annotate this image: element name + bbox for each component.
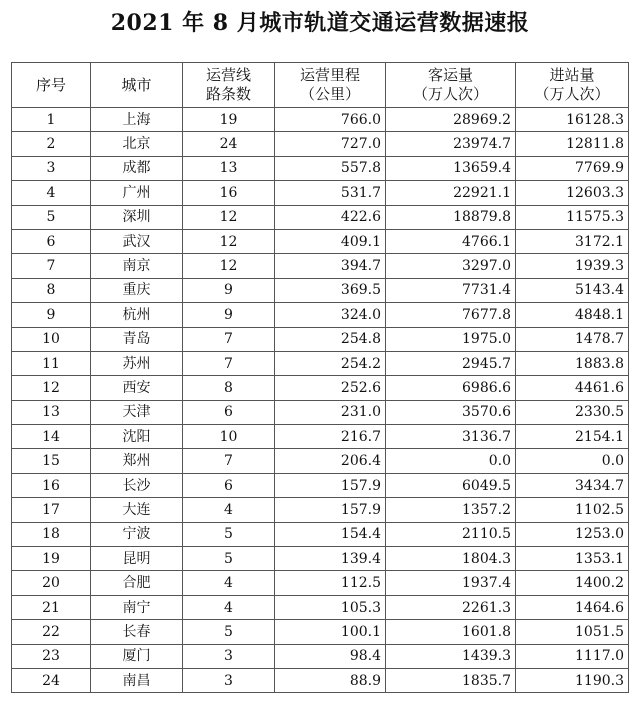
cell-lines: 4 bbox=[183, 571, 275, 595]
cell-lines: 5 bbox=[183, 620, 275, 644]
cell-mileage: 727.0 bbox=[275, 132, 386, 156]
cell-index: 24 bbox=[12, 668, 91, 692]
cell-ridership: 7731.4 bbox=[386, 278, 516, 302]
cell-mileage: 531.7 bbox=[275, 181, 386, 205]
cell-ridership: 1357.2 bbox=[386, 498, 516, 522]
table-row bbox=[12, 473, 629, 497]
cell-entries: 12811.8 bbox=[516, 132, 629, 156]
cell-mileage: 252.6 bbox=[275, 376, 386, 400]
cell-mileage: 254.2 bbox=[275, 351, 386, 375]
cell-entries: 1051.5 bbox=[516, 620, 629, 644]
cell-index: 3 bbox=[12, 156, 91, 180]
cell-entries: 1353.1 bbox=[516, 547, 629, 571]
cell-city: 杭州 bbox=[91, 303, 183, 327]
cell-index: 11 bbox=[12, 351, 91, 375]
cell-lines: 4 bbox=[183, 498, 275, 522]
table-row bbox=[12, 668, 629, 692]
cell-city: 北京 bbox=[91, 132, 183, 156]
cell-city: 深圳 bbox=[91, 205, 183, 229]
page-title: 2021 年 8 月城市轨道交通运营数据速报 bbox=[110, 10, 530, 36]
header-lines: 运营线 路条数 bbox=[183, 63, 275, 108]
cell-mileage: 157.9 bbox=[275, 473, 386, 497]
cell-mileage: 766.0 bbox=[275, 108, 386, 132]
cell-city: 沈阳 bbox=[91, 425, 183, 449]
cell-ridership: 0.0 bbox=[386, 449, 516, 473]
cell-entries: 1478.7 bbox=[516, 327, 629, 351]
cell-city: 上海 bbox=[91, 108, 183, 132]
cell-ridership: 1439.3 bbox=[386, 644, 516, 668]
cell-ridership: 2945.7 bbox=[386, 351, 516, 375]
cell-lines: 12 bbox=[183, 254, 275, 278]
cell-city: 郑州 bbox=[91, 449, 183, 473]
table-row bbox=[12, 644, 629, 668]
cell-entries: 1102.5 bbox=[516, 498, 629, 522]
cell-city: 天津 bbox=[91, 400, 183, 424]
cell-mileage: 139.4 bbox=[275, 547, 386, 571]
cell-lines: 12 bbox=[183, 229, 275, 253]
cell-entries: 1939.3 bbox=[516, 254, 629, 278]
cell-ridership: 2261.3 bbox=[386, 595, 516, 619]
cell-ridership: 1835.7 bbox=[386, 668, 516, 692]
table-row bbox=[12, 132, 629, 156]
cell-entries: 1464.6 bbox=[516, 595, 629, 619]
cell-city: 南昌 bbox=[91, 668, 183, 692]
table-row bbox=[12, 400, 629, 424]
cell-city: 昆明 bbox=[91, 547, 183, 571]
table-row bbox=[12, 449, 629, 473]
cell-mileage: 324.0 bbox=[275, 303, 386, 327]
table-row bbox=[12, 205, 629, 229]
cell-lines: 7 bbox=[183, 327, 275, 351]
cell-index: 12 bbox=[12, 376, 91, 400]
table-row bbox=[12, 108, 629, 132]
cell-index: 14 bbox=[12, 425, 91, 449]
cell-lines: 9 bbox=[183, 278, 275, 302]
cell-city: 厦门 bbox=[91, 644, 183, 668]
cell-mileage: 409.1 bbox=[275, 229, 386, 253]
table-row bbox=[12, 254, 629, 278]
cell-entries: 7769.9 bbox=[516, 156, 629, 180]
cell-ridership: 4766.1 bbox=[386, 229, 516, 253]
cell-ridership: 13659.4 bbox=[386, 156, 516, 180]
cell-ridership: 3297.0 bbox=[386, 254, 516, 278]
cell-lines: 3 bbox=[183, 668, 275, 692]
cell-lines: 6 bbox=[183, 400, 275, 424]
cell-index: 22 bbox=[12, 620, 91, 644]
cell-lines: 13 bbox=[183, 156, 275, 180]
cell-index: 9 bbox=[12, 303, 91, 327]
cell-lines: 6 bbox=[183, 473, 275, 497]
cell-entries: 11575.3 bbox=[516, 205, 629, 229]
table-row bbox=[12, 425, 629, 449]
cell-index: 23 bbox=[12, 644, 91, 668]
table-row bbox=[12, 351, 629, 375]
cell-index: 16 bbox=[12, 473, 91, 497]
cell-lines: 5 bbox=[183, 547, 275, 571]
table-row bbox=[12, 278, 629, 302]
cell-entries: 1400.2 bbox=[516, 571, 629, 595]
cell-city: 长沙 bbox=[91, 473, 183, 497]
cell-lines: 24 bbox=[183, 132, 275, 156]
cell-index: 17 bbox=[12, 498, 91, 522]
cell-index: 15 bbox=[12, 449, 91, 473]
cell-city: 青岛 bbox=[91, 327, 183, 351]
cell-mileage: 557.8 bbox=[275, 156, 386, 180]
cell-mileage: 254.8 bbox=[275, 327, 386, 351]
cell-entries: 4848.1 bbox=[516, 303, 629, 327]
cell-lines: 7 bbox=[183, 449, 275, 473]
table-row bbox=[12, 547, 629, 571]
cell-lines: 19 bbox=[183, 108, 275, 132]
cell-city: 西安 bbox=[91, 376, 183, 400]
cell-mileage: 88.9 bbox=[275, 668, 386, 692]
cell-entries: 5143.4 bbox=[516, 278, 629, 302]
cell-entries: 1117.0 bbox=[516, 644, 629, 668]
header-entries: 进站量 （万人次） bbox=[516, 63, 629, 108]
cell-lines: 7 bbox=[183, 351, 275, 375]
cell-mileage: 422.6 bbox=[275, 205, 386, 229]
table-row bbox=[12, 156, 629, 180]
cell-mileage: 231.0 bbox=[275, 400, 386, 424]
table-header-row bbox=[12, 63, 629, 108]
cell-mileage: 154.4 bbox=[275, 522, 386, 546]
cell-entries: 1253.0 bbox=[516, 522, 629, 546]
cell-ridership: 2110.5 bbox=[386, 522, 516, 546]
header-city: 城市 bbox=[91, 63, 183, 108]
header-ridership: 客运量 （万人次） bbox=[386, 63, 516, 108]
cell-ridership: 3136.7 bbox=[386, 425, 516, 449]
table-row bbox=[12, 181, 629, 205]
table-row bbox=[12, 303, 629, 327]
cell-index: 4 bbox=[12, 181, 91, 205]
cell-ridership: 18879.8 bbox=[386, 205, 516, 229]
cell-index: 18 bbox=[12, 522, 91, 546]
cell-entries: 1883.8 bbox=[516, 351, 629, 375]
cell-mileage: 206.4 bbox=[275, 449, 386, 473]
metro-data-table bbox=[11, 62, 629, 693]
cell-ridership: 6986.6 bbox=[386, 376, 516, 400]
cell-index: 21 bbox=[12, 595, 91, 619]
table-row bbox=[12, 229, 629, 253]
cell-entries: 4461.6 bbox=[516, 376, 629, 400]
cell-index: 5 bbox=[12, 205, 91, 229]
cell-entries: 2154.1 bbox=[516, 425, 629, 449]
cell-lines: 3 bbox=[183, 644, 275, 668]
table-row bbox=[12, 327, 629, 351]
cell-entries: 16128.3 bbox=[516, 108, 629, 132]
cell-entries: 0.0 bbox=[516, 449, 629, 473]
cell-index: 10 bbox=[12, 327, 91, 351]
cell-ridership: 1937.4 bbox=[386, 571, 516, 595]
header-mileage: 运营里程 （公里） bbox=[275, 63, 386, 108]
cell-city: 重庆 bbox=[91, 278, 183, 302]
cell-lines: 8 bbox=[183, 376, 275, 400]
cell-lines: 10 bbox=[183, 425, 275, 449]
cell-index: 13 bbox=[12, 400, 91, 424]
cell-index: 8 bbox=[12, 278, 91, 302]
cell-city: 合肥 bbox=[91, 571, 183, 595]
cell-city: 宁波 bbox=[91, 522, 183, 546]
cell-ridership: 3570.6 bbox=[386, 400, 516, 424]
cell-lines: 4 bbox=[183, 595, 275, 619]
cell-index: 7 bbox=[12, 254, 91, 278]
cell-lines: 9 bbox=[183, 303, 275, 327]
cell-lines: 16 bbox=[183, 181, 275, 205]
cell-entries: 12603.3 bbox=[516, 181, 629, 205]
cell-city: 苏州 bbox=[91, 351, 183, 375]
cell-mileage: 100.1 bbox=[275, 620, 386, 644]
cell-city: 大连 bbox=[91, 498, 183, 522]
table-row bbox=[12, 620, 629, 644]
cell-ridership: 28969.2 bbox=[386, 108, 516, 132]
cell-mileage: 157.9 bbox=[275, 498, 386, 522]
cell-entries: 2330.5 bbox=[516, 400, 629, 424]
cell-city: 成都 bbox=[91, 156, 183, 180]
header-index: 序号 bbox=[12, 63, 91, 108]
cell-ridership: 22921.1 bbox=[386, 181, 516, 205]
table-row bbox=[12, 376, 629, 400]
table-row bbox=[12, 522, 629, 546]
cell-ridership: 1804.3 bbox=[386, 547, 516, 571]
cell-mileage: 112.5 bbox=[275, 571, 386, 595]
table-row bbox=[12, 571, 629, 595]
cell-index: 19 bbox=[12, 547, 91, 571]
cell-mileage: 105.3 bbox=[275, 595, 386, 619]
cell-city: 长春 bbox=[91, 620, 183, 644]
cell-lines: 12 bbox=[183, 205, 275, 229]
table-row bbox=[12, 498, 629, 522]
cell-mileage: 98.4 bbox=[275, 644, 386, 668]
cell-index: 20 bbox=[12, 571, 91, 595]
cell-entries: 3434.7 bbox=[516, 473, 629, 497]
cell-city: 南京 bbox=[91, 254, 183, 278]
cell-ridership: 1601.8 bbox=[386, 620, 516, 644]
cell-ridership: 6049.5 bbox=[386, 473, 516, 497]
cell-index: 2 bbox=[12, 132, 91, 156]
cell-city: 广州 bbox=[91, 181, 183, 205]
cell-mileage: 216.7 bbox=[275, 425, 386, 449]
cell-city: 南宁 bbox=[91, 595, 183, 619]
cell-ridership: 7677.8 bbox=[386, 303, 516, 327]
cell-entries: 1190.3 bbox=[516, 668, 629, 692]
cell-entries: 3172.1 bbox=[516, 229, 629, 253]
cell-index: 6 bbox=[12, 229, 91, 253]
cell-city: 武汉 bbox=[91, 229, 183, 253]
cell-mileage: 369.5 bbox=[275, 278, 386, 302]
cell-mileage: 394.7 bbox=[275, 254, 386, 278]
cell-lines: 5 bbox=[183, 522, 275, 546]
cell-index: 1 bbox=[12, 108, 91, 132]
table-row bbox=[12, 595, 629, 619]
cell-ridership: 23974.7 bbox=[386, 132, 516, 156]
cell-ridership: 1975.0 bbox=[386, 327, 516, 351]
